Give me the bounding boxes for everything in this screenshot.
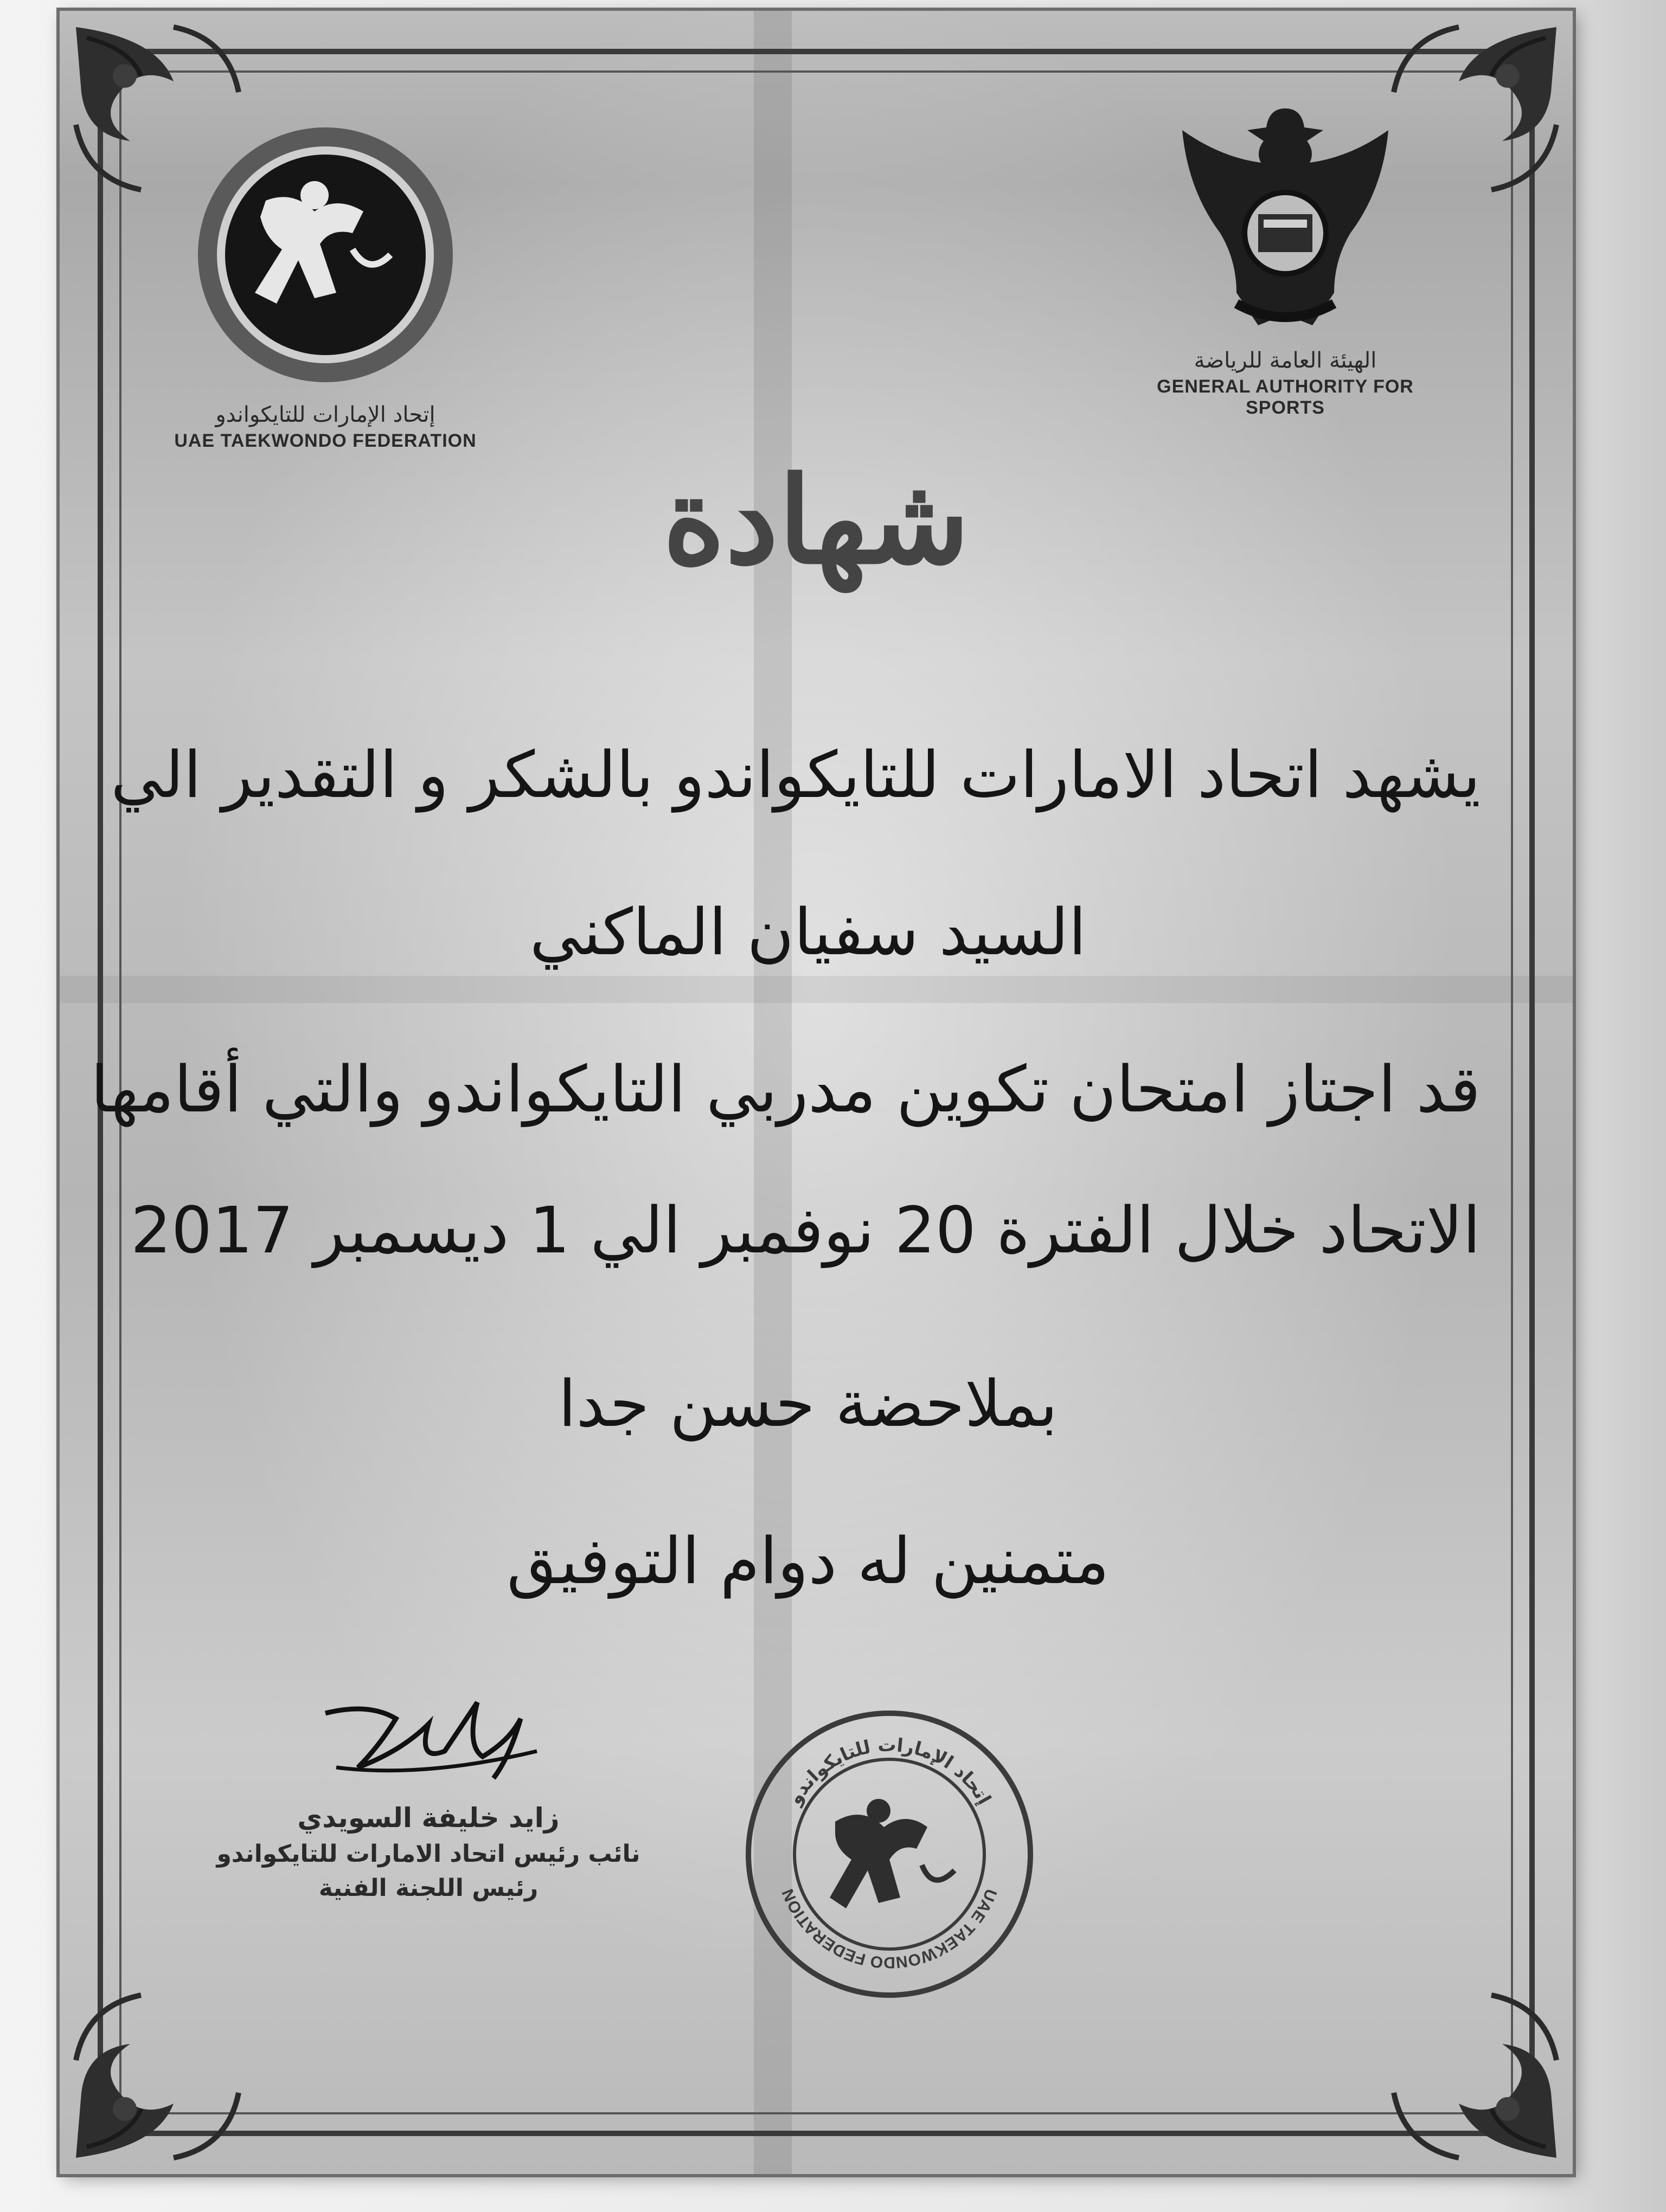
handwritten-signature bbox=[304, 1686, 553, 1795]
stamp-seal-icon bbox=[738, 1702, 1041, 2006]
body-line-4: الاتحاد خلال الفترة 20 نوفمبر الي 1 ديسمبر 2017 bbox=[130, 1193, 1481, 1268]
uae-eagle-emblem-icon bbox=[1171, 98, 1399, 336]
taekwondo-federation-logo-block bbox=[174, 119, 477, 452]
signature-block bbox=[152, 1686, 705, 1902]
certificate-title: شهادة bbox=[662, 450, 970, 590]
body-line-1: يشهد اتحاد الامارات للتايكواندو بالشكر و التقدير الي bbox=[111, 737, 1481, 812]
taekwondo-federation-english-name: UAE TAEKWONDO FEDERATION bbox=[174, 430, 477, 451]
recipient-name: السيد سفيان الماكني bbox=[529, 895, 1087, 969]
signatory-name: زايد خليفة السويدي bbox=[297, 1802, 560, 1834]
taekwondo-federation-arabic-name: إتحاد الإمارات للتايكواندو bbox=[215, 402, 435, 427]
closing-wish: متمنين له دوام التوفيق bbox=[507, 1523, 1110, 1598]
federation-stamp bbox=[738, 1702, 1041, 2006]
signatory-title-1: نائب رئيس اتحاد الامارات للتايكواندو bbox=[216, 1840, 640, 1868]
general-authority-logo-block bbox=[1117, 98, 1453, 419]
certificate-sheet bbox=[60, 11, 1573, 2174]
stamp-arabic-ring-text: إتحاد الإمارات للتايكواندو bbox=[784, 1734, 995, 1809]
svg-text:إتحاد الإمارات للتايكواندو bbox=[783, 1734, 995, 1810]
taekwondo-federation-emblem-icon bbox=[190, 119, 461, 390]
stamp-english-ring-text: UAE TAEKWONDO FEDERATION bbox=[778, 1886, 1001, 1972]
grade-line: بملاحضة حسن جدا bbox=[558, 1366, 1058, 1441]
signatory-title-2: رئيس اللجنة الفنية bbox=[318, 1874, 539, 1902]
general-authority-english-name: GENERAL AUTHORITY FOR SPORTS bbox=[1157, 376, 1414, 418]
body-line-3: قد اجتاز امتحان تكوين مدربي التايكواندو والتي أقامها bbox=[91, 1052, 1481, 1127]
general-authority-arabic-name: الهيئة العامة للرياضة bbox=[1194, 348, 1377, 373]
